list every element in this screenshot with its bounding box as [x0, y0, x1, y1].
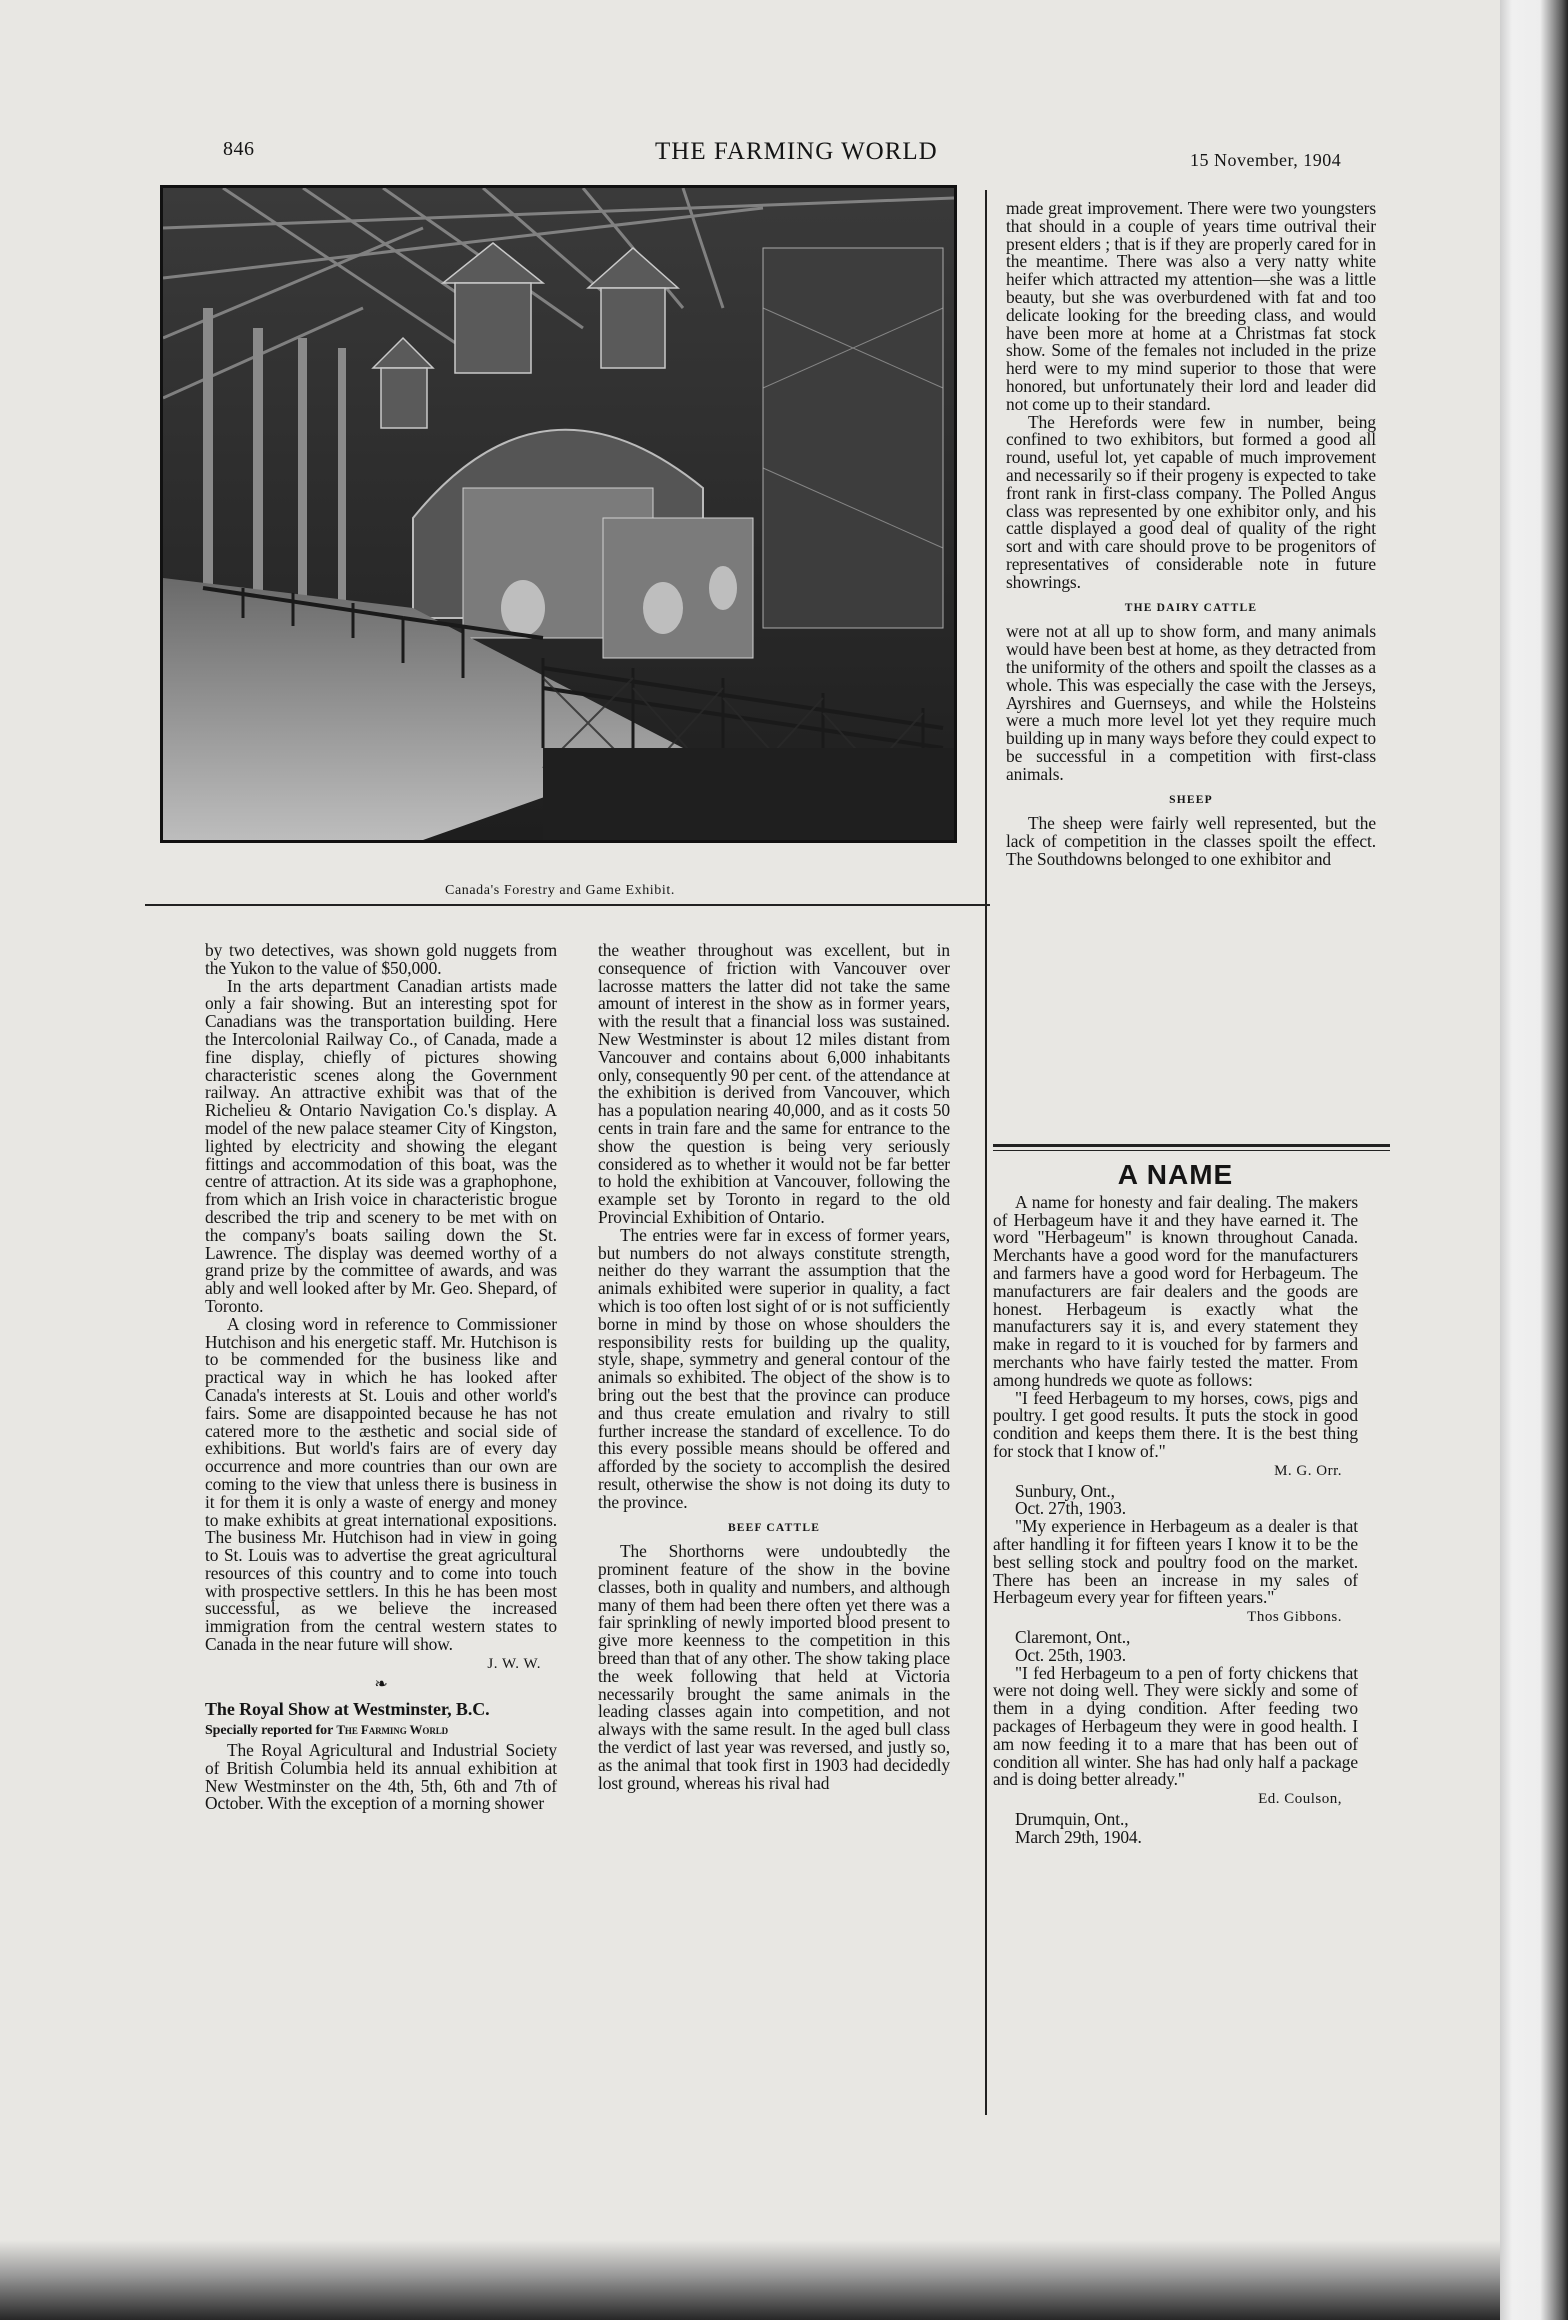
paragraph: by two detectives, was shown gold nuggets from the Yukon to the value of $50,000. — [205, 940, 557, 978]
article-byline — [205, 1721, 557, 1740]
byline-text: Specially reported for — [205, 1723, 337, 1739]
column-divider-2-3 — [985, 190, 987, 2115]
ad-intro: A name for honesty and fair dealing. The makers of Herbageum have it and they have earned it. The word "Herbageum" is known throughout Canada. Merchants have a good word for the manufacturers and farmers have a good word for Herbageum. The manufacturers are fair dealers and the goods are honest. Herbageum is exactly what the manufacturers say it is, and every statement they make in regard to it is vouched for by farmers and merchants who have fairly tested the matter. From among hundreds we quote as follows: — [993, 1191, 1358, 1390]
issue-date: 15 November, 1904 — [1190, 150, 1342, 170]
herbageum-advertisement — [993, 1159, 1358, 1847]
column-2 — [598, 942, 950, 1792]
article-signature: J. W. W. — [487, 1655, 541, 1672]
paragraph: The Herefords were few in number, being confined to two exhibitors, but formed a good all round, useful lot, yet capable of much improvement and necessarily so if their progeny is expected to take front rank in first-class company. The Polled Angus class was represented by one exhibitor only, and his cattle displayed a good deal of quality of the right sort and with care should prove to be progenitors of representatives of considerable note in future showrings. — [1006, 411, 1376, 592]
paragraph: made great improvement. There were two youngsters that should in a couple of years time outrival their present elders ; that is if they are properly cared for in the meantime. There was also a very natty white heifer which attracted my attention—she was a little beauty, but she was overburdened with fat and too delicate looking for the breeding class, and would have been more at home at a Christmas fat stock show. Some of the females not included in the prize herd were to my mind superior to those that were honored, but unfortunately their lord and leader did not come up to their standard. — [1006, 198, 1376, 414]
paragraph: The Royal Agricultural and Industrial Society of British Columbia held its annual exhibition at New Westminster on the 4th, 5th, 6th and 7th of October. With the exception of a morning shower — [205, 1740, 557, 1814]
testimonial-signature: M. G. Orr. — [1274, 1462, 1342, 1479]
testimonial-text: "I fed Herbageum to a pen of forty chickens that were not doing well. They were sickly and some of them in a dying condition. After feeding two packages of Herbageum they were in good health. I am now feeding it to a mare that has been out of condition all winter. She has had only half a package and is doing better already." — [993, 1662, 1358, 1790]
exhibit-photograph — [160, 185, 957, 843]
divider-under-photo — [145, 904, 990, 906]
ornament-dingbat: ❧ — [374, 1675, 388, 1693]
column-1 — [205, 942, 557, 1813]
paragraph: A closing word in reference to Commissioner Hutchison and his energetic staff. Mr. Hutchison is to be commended for the business like and practical way in which he has looked after Canada's interests at St. Louis and other world's fairs. Some are disappointed because he has not catered more to the æsthetic and social side of exhibitions. But world's fairs are of every day occurrence and more countries than our own are coming to the view that unless there is business in it for them it is only a waste of energy and money to make exhibits at great international expositions. The business Mr. Hutchison had in view in going to St. Louis was to advertise the great agricultural resources of this country and to come into touch with prospective settlers. In this he has been most successful, as we believe the increased immigration from the central western states to Canada in the near future will show. — [205, 1313, 557, 1655]
testimonial-place: Sunbury, Ont., — [1015, 1480, 1115, 1501]
testimonial-date: Oct. 25th, 1903. — [1015, 1644, 1126, 1665]
testimonial-signature: Ed. Coulson, — [1258, 1791, 1342, 1808]
paragraph: In the arts department Canadian artists made only a fair showing. But an interesting spot for Canadians was the transportation building. Here the Intercolonial Railway Co., of Canada, made a fine display, chiefly of pictures showing characteristic scenes along the Government railway. An attractive exhibit was that of the Richelieu & Ontario Navigation Co.'s display. A model of the new palace steamer City of Kingston, lighted by electricity and showing the elegant fittings and accommodation of this boat, was the centre of attraction. At its side was a graphophone, from which an Irish voice in characteristic brogue described the trip and scenery to be met with on the company's boats sailing down the St. Lawrence. The display was deemed worthy of a grand prize by the committee of awards, and was ably and well looked after by Mr. Geo. Shepard, of Toronto. — [205, 975, 557, 1316]
publication-title: THE FARMING WORLD — [655, 138, 938, 165]
photo-illustration — [163, 188, 954, 840]
paragraph: The entries were far in excess of former years, but numbers do not always constitute strength, neither do they warrant the assumption that the animals exhibited were superior in quality, a fact which is too often lost sight of or is not sufficiently borne in mind by those on whose shoulders the responsibility rests for building up the quality, style, shape, symmetry and general contour of the animals so exhibited. The object of the show is to bring out the best that the province can produce and thus create emulation and rivalry to still further increase the standard of excellence. To do this every possible means should be offered and afforded by the society to accomplish the desired result, otherwise the show is not doing its duty to the province. — [598, 1224, 950, 1512]
divider-above-ad-thin — [993, 1150, 1390, 1151]
testimonial-date: Oct. 27th, 1903. — [1015, 1498, 1126, 1519]
paragraph: The Shorthorns were undoubtedly the prominent feature of the show in the bovine classes, both in quality and numbers, and although many of them had been there often yet there was a fair sprinkling of newly imported blood present to give more keenness to the competition in this breed than that of any other. The show taking place the week following that held at Victoria necessarily brought the same animals in the leading classes again into competition, and not always with the same result. In the aged bull class the verdict of last year was reversed, and justly so, as the animal that took first in 1903 had decidedly lost ground, whereas his rival had — [598, 1541, 950, 1793]
section-heading: BEEF CATTLE — [727, 1521, 821, 1534]
testimonial-text: "My experience in Herbageum as a dealer is that after handling it for fifteen years I know it to be the best selling stock and poultry food on the market. There has been an increase in my sales of Herbageum every year for fifteen years." — [993, 1516, 1358, 1608]
testimonial-text: "I feed Herbageum to my horses, cows, pigs and poultry. I get good results. It puts the stock in good condition and keeps them there. It is the best thing for stock that I know of." — [993, 1387, 1358, 1461]
section-heading: THE DAIRY CATTLE — [1124, 601, 1258, 614]
scan-bottom-edge — [0, 2240, 1500, 2320]
paragraph: the weather throughout was excellent, but in consequence of friction with Vancouver over lacrosse matters the latter did not take the same amount of interest in the show as in former years, with the result that a financial loss was sustained. New Westminster is about 12 miles distant from Vancouver and contains about 6,000 inhabitants only, consequently 90 per cent. of the attendance at the exhibition is derived from Vancouver, which has a population nearing 40,000, and as it costs 50 cents in train fare and the same for entrance to the show the question is being very seriously considered as to whether it would not be far better to hold the exhibition at Vancouver, following the example set by Toronto in regard to the old Provincial Exhibition of Ontario. — [598, 940, 950, 1227]
testimonial-place: Drumquin, Ont., — [1015, 1808, 1129, 1829]
paragraph: were not at all up to show form, and many animals would have been best at home, as they detracted from the uniformity of the others and spoilt the classes as a whole. This was especially the case with the Jerseys, Ayrshires and Guernseys, and while the Holsteins were a much more level lot yet they require much building up in many ways before they could expect to be successful in a competition with first-class animals. — [1006, 621, 1376, 784]
article-title: The Royal Show at Westminster, B.C. — [205, 1699, 490, 1720]
binding-edge — [1500, 0, 1568, 2320]
paragraph: The sheep were fairly well represented, but the lack of competition in the classes spoilt the effect. The Southdowns belonged to one exhibitor and — [1006, 813, 1376, 869]
testimonial-place: Claremont, Ont., — [1015, 1626, 1131, 1647]
testimonial-signature: Thos Gibbons. — [1247, 1609, 1342, 1626]
divider-above-ad — [993, 1144, 1390, 1147]
byline-publication: The Farming World — [336, 1722, 449, 1738]
column-3 — [1006, 200, 1376, 869]
section-heading: SHEEP — [1169, 793, 1213, 806]
ad-title: A NAME — [1117, 1159, 1234, 1190]
testimonial-date: March 29th, 1904. — [1015, 1826, 1142, 1847]
photo-caption: Canada's Forestry and Game Exhibit. — [445, 883, 675, 898]
page-number: 846 — [223, 138, 255, 160]
